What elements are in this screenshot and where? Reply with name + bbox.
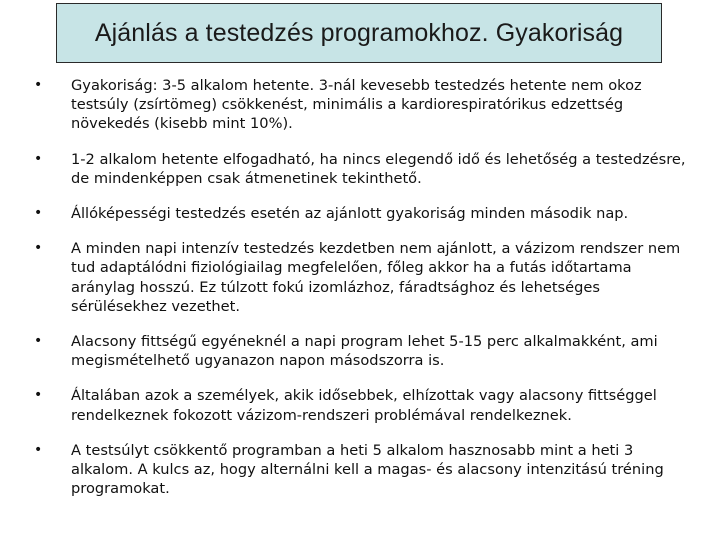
bullet-item bbox=[34, 386, 694, 424]
bullet-text: 1-2 alkalom hetente elfogadható, ha nincs elegendő idő és lehetőség a testedzésre, de mindenképpen csak átmenetinek tekinthető. bbox=[71, 150, 686, 187]
bullet-dot-icon: • bbox=[34, 387, 43, 404]
bullet-dot-icon: • bbox=[34, 150, 43, 167]
bullet-dot-icon: • bbox=[34, 441, 43, 458]
bullet-text: Gyakoriság: 3-5 alkalom hetente. 3-nál kevesebb testedzés hetente nem okoz testsúly (zsírtömeg) csökkenést, minimális a kardiorespiratórikus edzettség növekedés (kisebb mint 10%). bbox=[71, 77, 642, 133]
bullet-item bbox=[34, 204, 694, 223]
bullet-text: Alacsony fittségű egyéneknél a napi program lehet 5-15 perc alkalmakként, ami megismételhető ugyanazon napon másodszorra is. bbox=[71, 333, 658, 370]
bullet-dot-icon: • bbox=[34, 240, 43, 257]
bullet-item bbox=[34, 76, 694, 134]
bullet-dot-icon: • bbox=[34, 333, 43, 350]
slide-title-box bbox=[56, 3, 662, 63]
bullet-text: A minden napi intenzív testedzés kezdetben nem ajánlott, a vázizom rendszer nem tud adaptálódni fiziológiailag megfelelően, főleg akkor ha a futás időtartama aránylag hosszú. Ez túlzott fokú izomlázhoz, fáradtsághoz és lehetséges sérülésekhez vezethet. bbox=[71, 240, 681, 315]
bullet-item bbox=[34, 239, 694, 316]
bullet-dot-icon: • bbox=[34, 77, 43, 93]
bullet-text: A testsúlyt csökkentő programban a heti 5 alkalom hasznosabb mint a heti 3 alkalom. A kulcs az, hogy alternálni kell a magas- és alacsony intenzitású tréning programokat. bbox=[71, 441, 664, 498]
bullet-list bbox=[34, 76, 694, 498]
slide-title: Ajánlás a testedzés programokhoz. Gyakoriság bbox=[94, 18, 624, 47]
bullet-item bbox=[34, 332, 694, 370]
bullet-item bbox=[34, 441, 694, 499]
bullet-text: Általában azok a személyek, akik idősebbek, elhízottak vagy alacsony fittséggel rendelkeznek fokozott vázizom-rendszeri problémával rendelkeznek. bbox=[71, 387, 657, 424]
bullet-item bbox=[34, 150, 694, 188]
bullet-dot-icon: • bbox=[34, 205, 43, 222]
slide-content bbox=[34, 76, 694, 514]
bullet-text: Állóképességi testedzés esetén az ajánlott gyakoriság minden második nap. bbox=[71, 205, 629, 223]
